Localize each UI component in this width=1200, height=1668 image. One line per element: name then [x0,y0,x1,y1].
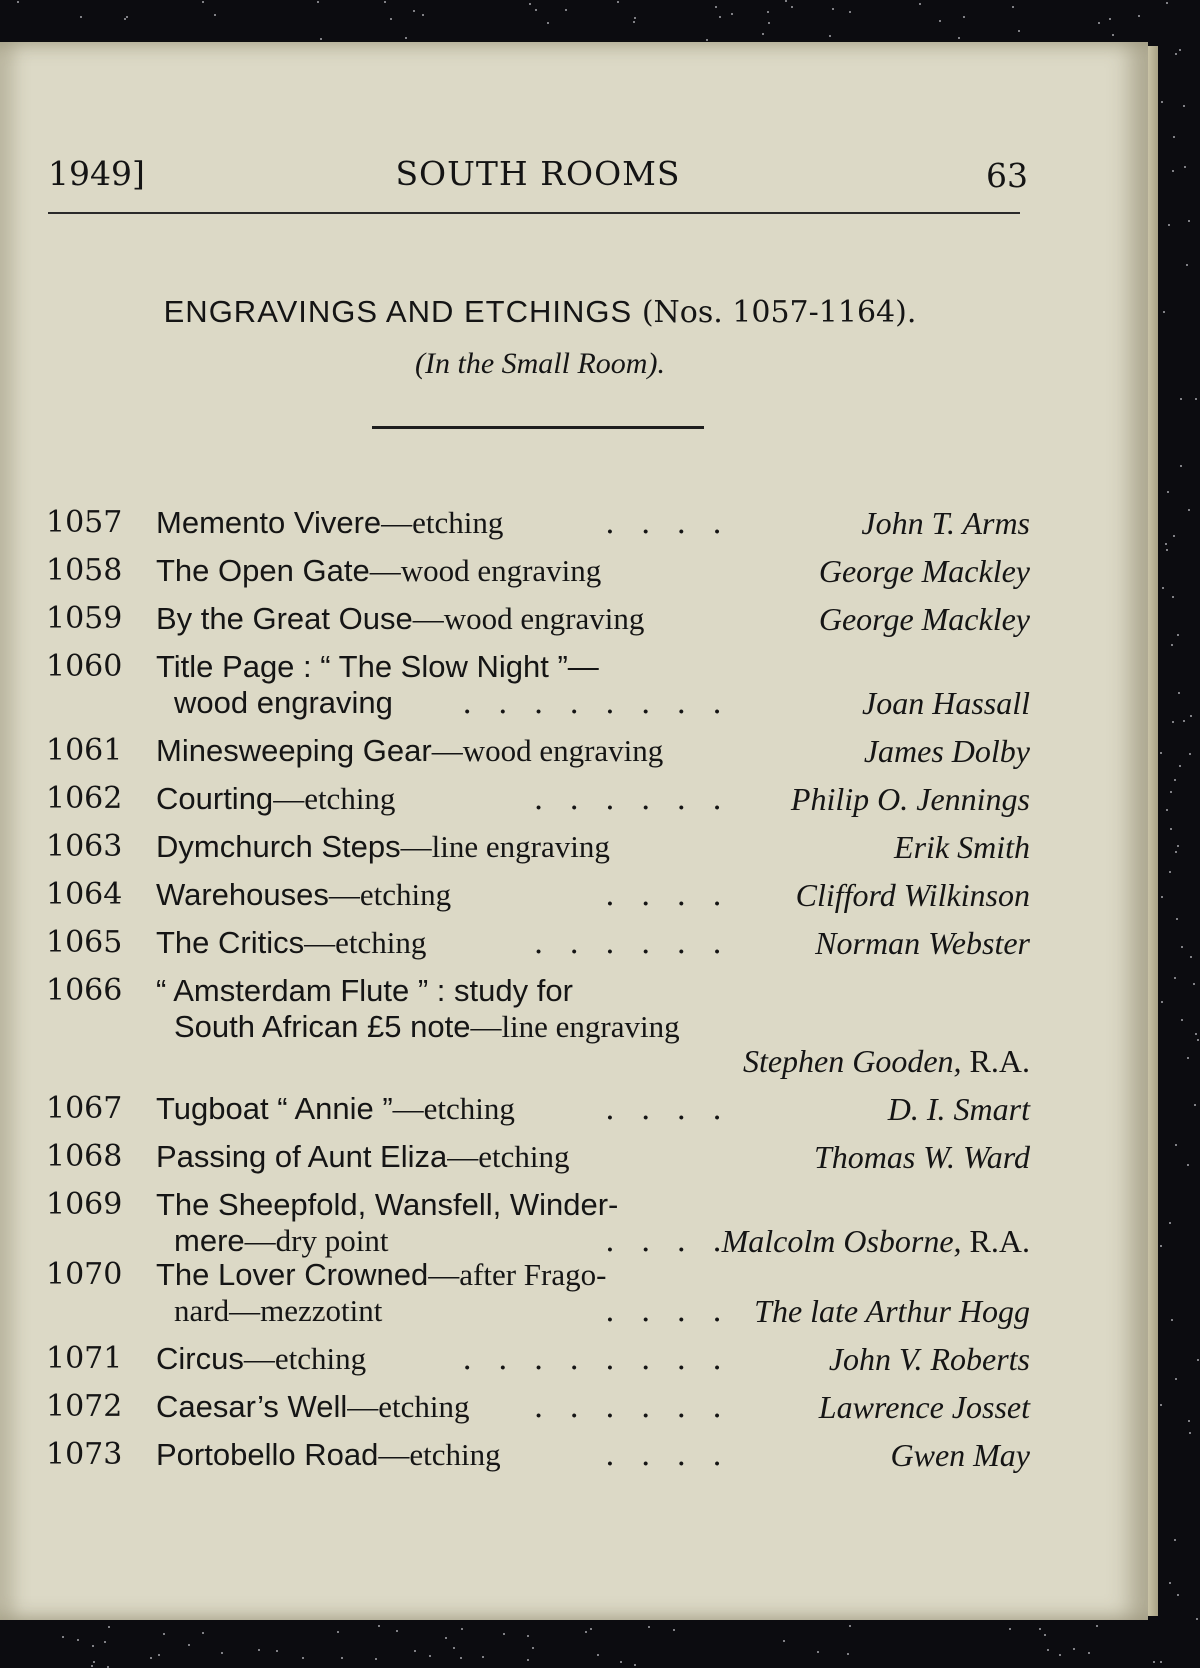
entry-line [46,1042,1030,1090]
running-header [48,154,1028,204]
catalogue-entry [46,648,1030,732]
entry-title-line [156,732,663,770]
entry-title-continuation [174,1292,382,1330]
entry-artist: George Mackley [818,601,1030,637]
entry-number: 1067 [46,1091,123,1126]
entry-line [46,828,1030,876]
entry-line [46,924,1030,972]
section-heading-range: (Nos. 1057-1164). [641,295,917,330]
entry-title: By the Great Ouse [156,601,413,636]
entry-number: 1073 [46,1437,123,1472]
entry-title-line [156,552,601,590]
entry-title: The Sheepfold, Wansfell, Winder- [156,1187,619,1222]
entry-artist-block [829,1340,1030,1378]
entry-line [46,1388,1030,1436]
dot-leader: . . . . . . [533,925,730,961]
entry-line [46,1340,1030,1388]
catalogue-entry [46,552,1030,600]
entry-title: The Lover Crowned [156,1257,429,1292]
dot-leader: . . . . . . [533,781,730,817]
entry-artist: John V. Roberts [828,1341,1030,1377]
catalogue-entry [46,780,1030,828]
catalogue-entry [46,1186,1030,1259]
entry-number: 1061 [46,733,123,768]
entry-title-line [156,648,599,686]
entry-artist: Thomas W. Ward [813,1139,1030,1175]
entry-title: Minesweeping Gear [156,733,432,768]
entry-title: Memento Vivere [156,505,382,540]
entry-title-line [156,1138,569,1176]
header-rule [48,212,1020,214]
entry-title-line [156,1090,515,1128]
catalogue-entry [46,1090,1030,1138]
dot-leader: . . . . [605,877,730,913]
entry-artist-block [861,504,1030,542]
entry-artist-block [862,684,1030,722]
entry-line [46,780,1030,828]
entry-line [46,552,1030,600]
entry-title-line [156,828,610,866]
entry-line [46,504,1030,552]
entry-artist-block [754,1292,1030,1330]
entry-medium: —etching [447,1139,570,1174]
entry-line [46,876,1030,924]
entry-medium: —wood engraving [412,601,645,636]
entry-title: Courting [156,781,274,816]
entry-title: The Open Gate [156,553,370,588]
header-year: 1949] [48,154,145,193]
entry-medium: —etching [243,1341,367,1376]
entry-artist: Malcolm Osborne, [721,1223,962,1259]
entry-title-line [156,1340,366,1378]
entry-artist: The late Arthur Hogg [754,1293,1030,1329]
entry-artist: Stephen Gooden, [742,1043,962,1079]
entry-artist-block [890,1436,1030,1474]
entry-artist: James Dolby [863,733,1030,769]
entry-title-line [156,1388,470,1426]
entry-artist: Joan Hassall [862,685,1030,721]
entry-number: 1058 [46,553,123,588]
entry-number: 1062 [46,781,123,816]
entry-title-line [156,972,573,1010]
entry-title-line [156,1186,618,1224]
entry-medium: —etching [381,505,504,540]
entry-line [46,1222,1030,1259]
header-title: SOUTH ROOMS [395,154,681,193]
entry-medium: —etching [392,1091,515,1126]
entry-title-line [156,924,426,962]
catalogue-entry [46,876,1030,924]
entry-line [46,1138,1030,1186]
entry-title: Title Page : “ The Slow Night ”— [156,649,599,684]
entry-title-cont: mere [174,1223,245,1258]
section-heading [0,294,1080,330]
entry-title: Dymchurch Steps [156,829,401,864]
entry-medium: —etching [328,877,452,912]
catalogue-entry [46,1436,1030,1484]
entry-title-line [156,876,451,914]
entry-number: 1070 [46,1257,123,1292]
entry-artist-block [888,1090,1030,1128]
catalogue-entry [46,1138,1030,1186]
entry-artist: Clifford Wilkinson [795,877,1030,913]
entry-number: 1069 [46,1187,123,1222]
entry-medium: —after Frago- [428,1257,607,1292]
entry-title-line [156,1436,501,1474]
entry-medium: —wood engraving [431,733,664,768]
catalogue-page [0,42,1148,1620]
section-divider [372,426,704,429]
entry-line [46,1256,1030,1292]
entry-title: Warehouses [156,877,329,912]
catalogue-entry [46,600,1030,648]
entry-artist-block [819,552,1030,590]
entry-line [46,1292,1030,1340]
entry-line [46,684,1030,732]
entry-artist: Norman Webster [815,925,1030,961]
entry-medium: —wood engraving [369,553,602,588]
entry-title-continuation [174,684,393,722]
entry-artist-block [791,780,1030,818]
entry-number: 1063 [46,829,123,864]
entry-line [46,1008,1030,1042]
entry-title-line [156,600,644,638]
dot-leader: . . . . . . . . [462,685,730,721]
entry-artist-block [894,828,1030,866]
catalogue-entry [46,1256,1030,1340]
entry-artist-suffix: R.A. [969,1043,1030,1079]
entry-line [46,972,1030,1008]
entry-medium: —etching [304,925,427,960]
entry-line [46,732,1030,780]
entry-number: 1060 [46,649,123,684]
entry-medium: —dry point [244,1223,389,1258]
entry-artist: Lawrence Josset [818,1389,1030,1425]
entry-title-cont: wood engraving [174,685,393,720]
entry-artist-block [722,1222,1030,1260]
entry-artist: George Mackley [818,553,1030,589]
entry-title: Circus [156,1341,244,1376]
entry-list [46,504,1030,1484]
entry-title: Caesar’s Well [156,1389,348,1424]
entry-number: 1071 [46,1341,123,1376]
catalogue-entry [46,732,1030,780]
entry-medium: —etching [378,1437,501,1472]
entry-artist: Philip O. Jennings [790,781,1030,817]
entry-artist: Gwen May [890,1437,1030,1473]
entry-title-continuation [174,1008,680,1046]
entry-artist-block [819,1388,1030,1426]
entry-number: 1066 [46,973,123,1008]
entry-title-line [156,504,503,542]
entry-line [46,1090,1030,1138]
entry-line [46,1186,1030,1222]
entry-artist: Erik Smith [894,829,1030,865]
entry-artist: John T. Arms [861,505,1030,541]
dot-leader: . . . . [605,1223,730,1259]
entry-medium: —line engraving [470,1009,680,1044]
entry-title-continuation [174,1222,388,1260]
entry-line [46,648,1030,684]
entry-medium: —line engraving [400,829,610,864]
entry-artist-block [814,1138,1030,1176]
dot-leader: . . . . [605,1091,730,1127]
dot-leader: . . . . [605,1293,730,1329]
catalogue-entry [46,972,1030,1090]
entry-number: 1065 [46,925,123,960]
entry-artist-block [815,924,1030,962]
entry-number: 1059 [46,601,123,636]
entry-title-cont: South African £5 note [174,1009,471,1044]
entry-title-line [156,1256,606,1294]
entry-number: 1064 [46,877,123,912]
catalogue-entry [46,1388,1030,1436]
entry-medium: —etching [273,781,396,816]
entry-artist: D. I. Smart [887,1091,1030,1127]
dot-leader: . . . . . . . . [462,1341,730,1377]
entry-title: Portobello Road [156,1437,379,1472]
entry-line [46,1436,1030,1484]
entry-medium: nard—mezzotint [174,1293,383,1328]
entry-title: “ Amsterdam Flute ” : study for [156,973,573,1008]
catalogue-entry [46,924,1030,972]
entry-title: The Critics [156,925,305,960]
dot-leader: . . . . . . [533,1389,730,1425]
catalogue-entry [46,1340,1030,1388]
entry-artist-block [743,1042,1030,1080]
dot-leader: . . . . [605,1437,730,1473]
entry-artist-block [796,876,1030,914]
entry-title-line [156,780,395,818]
section-subheading: (In the Small Room). [415,347,665,380]
entry-title: Passing of Aunt Eliza [156,1139,448,1174]
catalogue-entry [46,828,1030,876]
entry-number: 1068 [46,1139,123,1174]
entry-artist-block [864,732,1030,770]
dot-leader: . . . . [605,505,730,541]
entry-artist-suffix: R.A. [969,1223,1030,1259]
catalogue-entry [46,504,1030,552]
page-number: 63 [986,156,1028,195]
entry-number: 1072 [46,1389,123,1424]
entry-title: Tugboat “ Annie ” [156,1091,393,1126]
entry-medium: —etching [347,1389,470,1424]
entry-line [46,600,1030,648]
entry-number: 1057 [46,505,123,540]
entry-artist-block [819,600,1030,638]
section-heading-text: ENGRAVINGS AND ETCHINGS [163,294,633,329]
